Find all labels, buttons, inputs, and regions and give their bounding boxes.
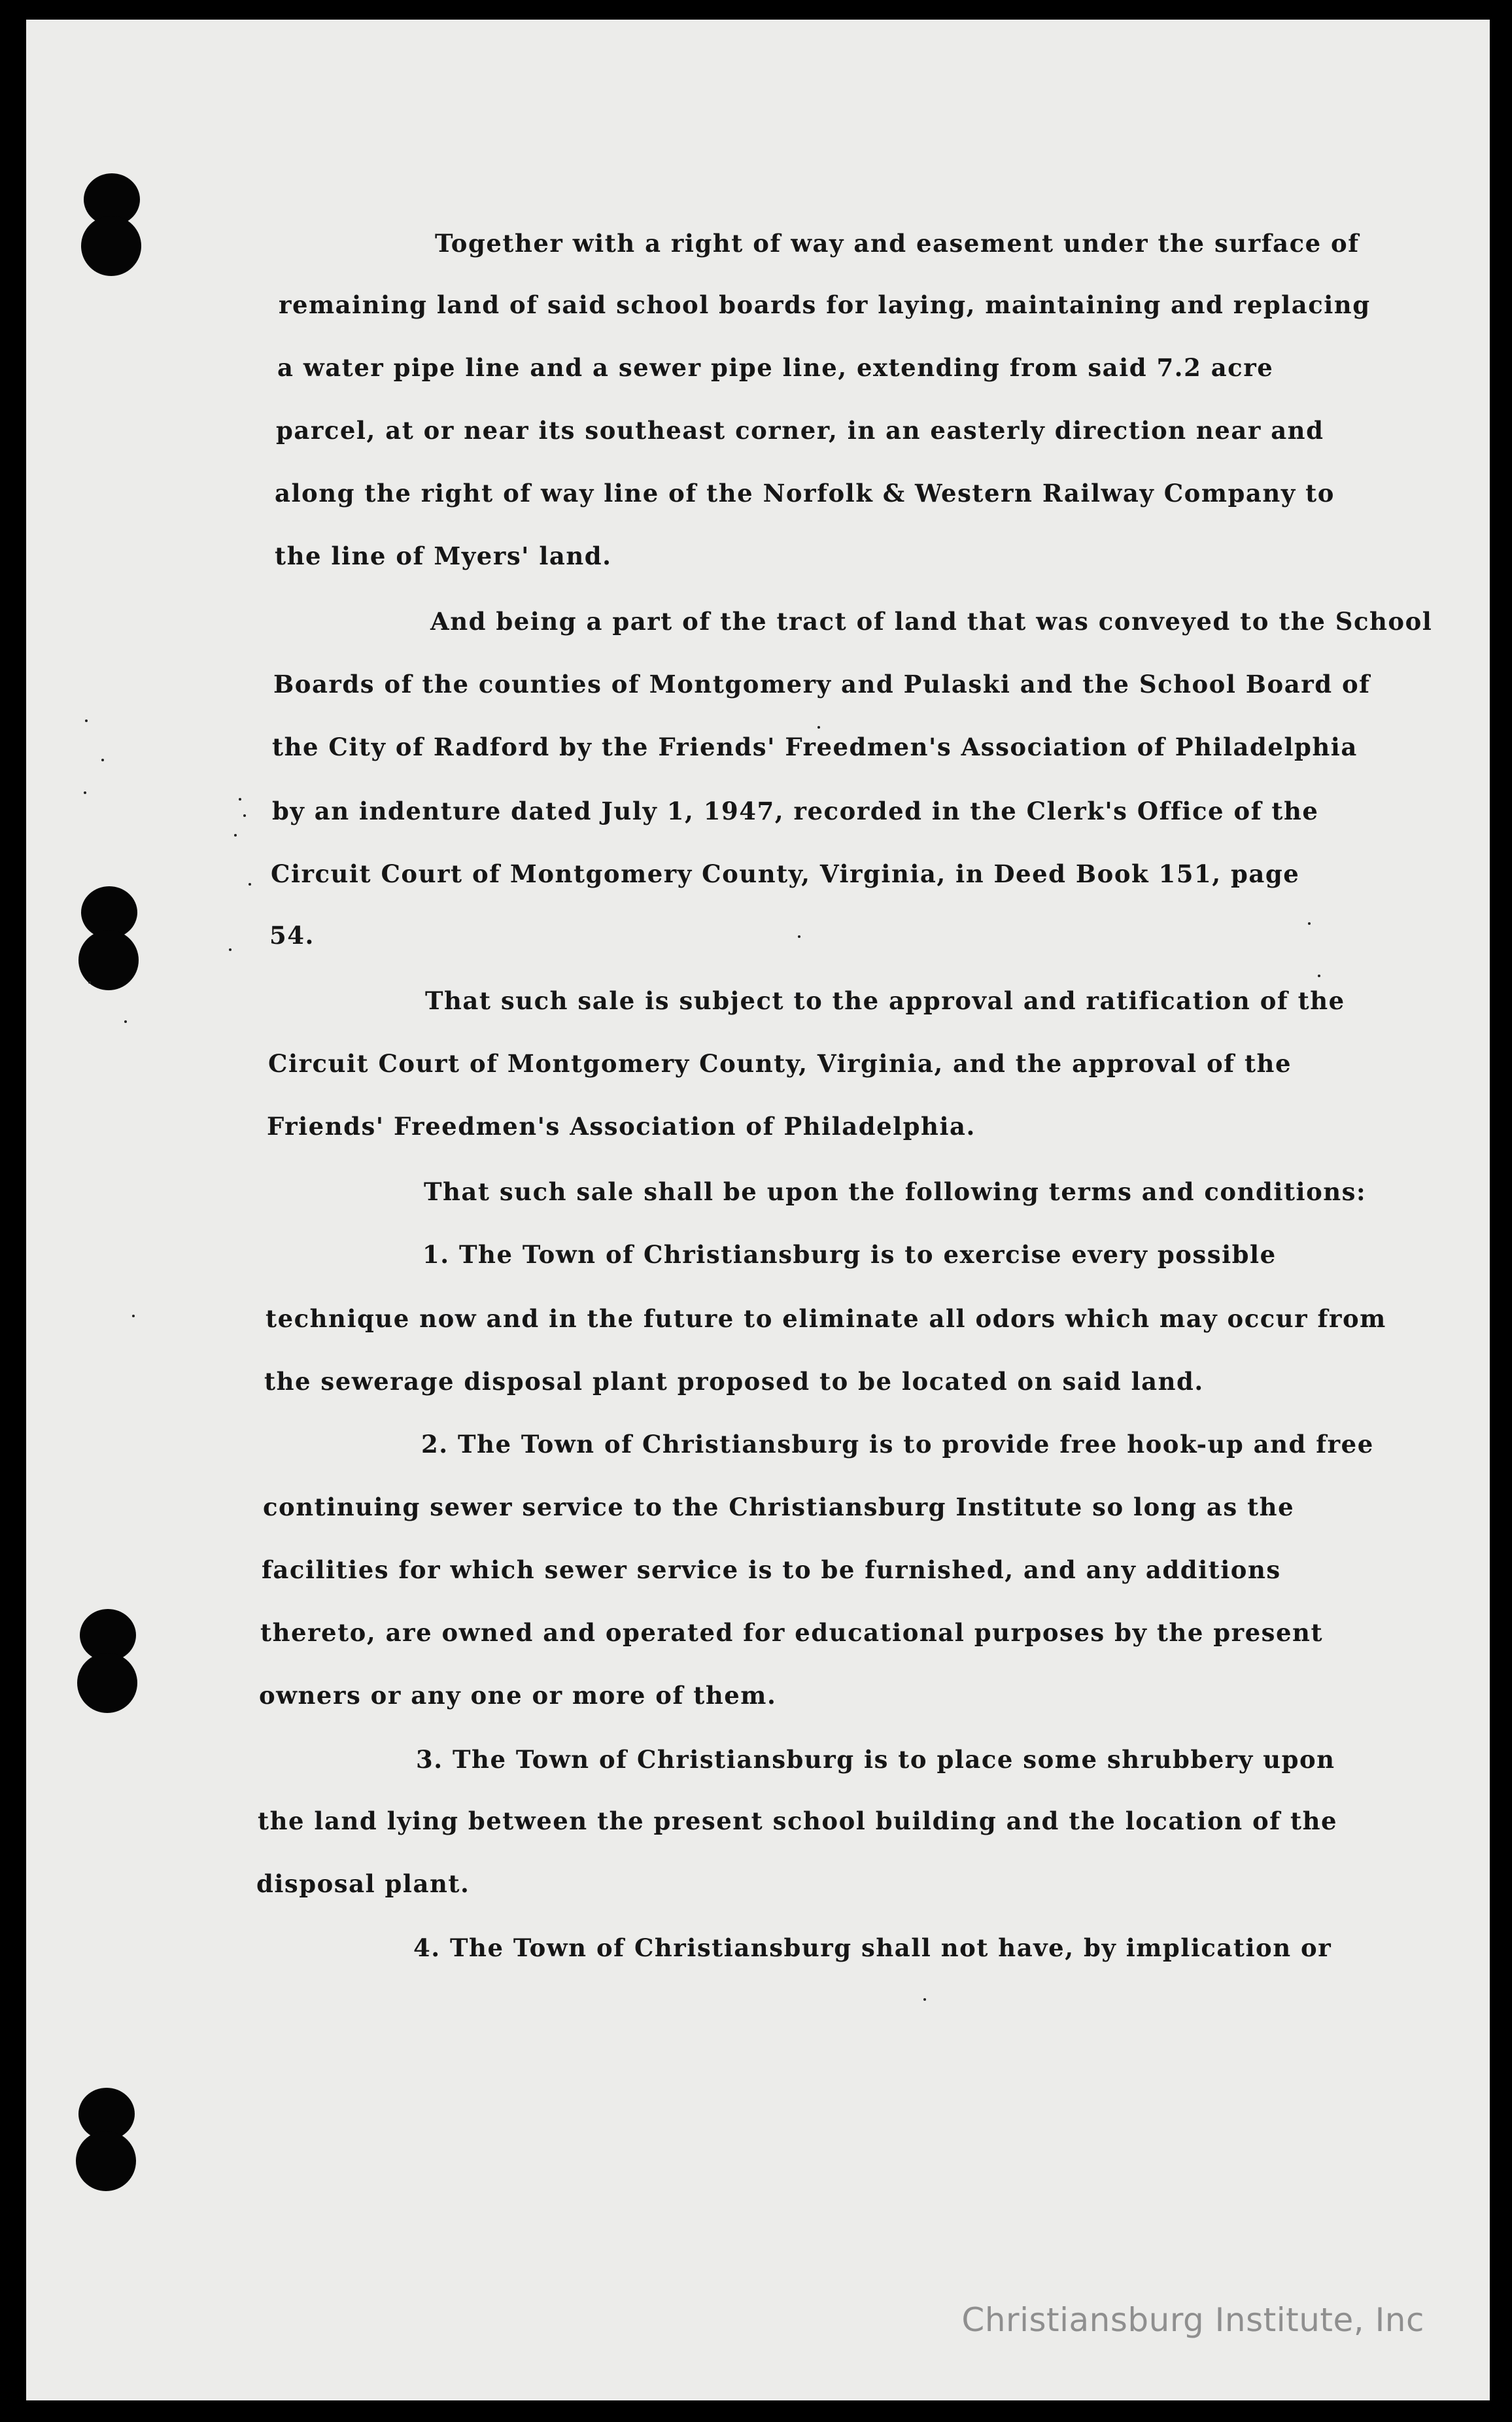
text-line: along the right of way line of the Norfolk & Western Railway Company to <box>275 479 1335 508</box>
text-line: by an indenture dated July 1, 1947, recorded in the Clerk's Office of the <box>272 797 1319 825</box>
text-line: a water pipe line and a sewer pipe line, extending from said 7.2 acre <box>277 353 1274 382</box>
text-line: parcel, at or near its southeast corner, in an easterly direction near and <box>276 416 1324 445</box>
text-line: thereto, are owned and operated for educational purposes by the present <box>260 1618 1324 1647</box>
text-line: Circuit Court of Montgomery County, Virginia, and the approval of the <box>268 1049 1292 1078</box>
text-line: That such sale is subject to the approval and ratification of the <box>425 986 1345 1015</box>
text-line: remaining land of said school boards for laying, maintaining and replacing <box>279 290 1371 319</box>
text-line: disposal plant. <box>256 1869 470 1898</box>
text-line: 4. The Town of Christiansburg shall not have, by implication or <box>413 1933 1332 1962</box>
text-line: facilities for which sewer service is to be furnished, and any additions <box>262 1555 1281 1584</box>
text-line: Together with a right of way and easement under the surface of <box>435 229 1360 258</box>
text-line: 3. The Town of Christiansburg is to place some shrubbery upon <box>416 1745 1335 1774</box>
text-line: Boards of the counties of Montgomery and Pulaski and the School Board of <box>273 670 1371 699</box>
text-line: the line of Myers' land. <box>275 542 612 570</box>
text-line: 1. The Town of Christiansburg is to exercise every possible <box>422 1240 1277 1269</box>
text-line: 2. The Town of Christiansburg is to provide free hook-up and free <box>421 1430 1374 1459</box>
text-line: technique now and in the future to eliminate all odors which may occur from <box>266 1304 1386 1333</box>
document-page <box>26 20 1490 2400</box>
watermark: Christiansburg Institute, Inc <box>961 2301 1424 2339</box>
text-line: And being a part of the tract of land that was conveyed to the School <box>430 607 1433 636</box>
text-line: continuing sewer service to the Christiansburg Institute so long as the <box>263 1493 1295 1521</box>
text-line: the land lying between the present school building and the location of the <box>258 1807 1338 1835</box>
text-line: the sewerage disposal plant proposed to be located on said land. <box>264 1367 1204 1396</box>
text-line: the City of Radford by the Friends' Freedmen's Association of Philadelphia <box>272 733 1358 761</box>
text-line: Circuit Court of Montgomery County, Virginia, in Deed Book 151, page <box>271 859 1300 888</box>
text-line: Friends' Freedmen's Association of Philadelphia. <box>267 1112 976 1141</box>
text-line: owners or any one or more of them. <box>259 1681 777 1710</box>
text-line: 54. <box>269 921 315 950</box>
text-line: That such sale shall be upon the following terms and conditions: <box>424 1177 1367 1206</box>
